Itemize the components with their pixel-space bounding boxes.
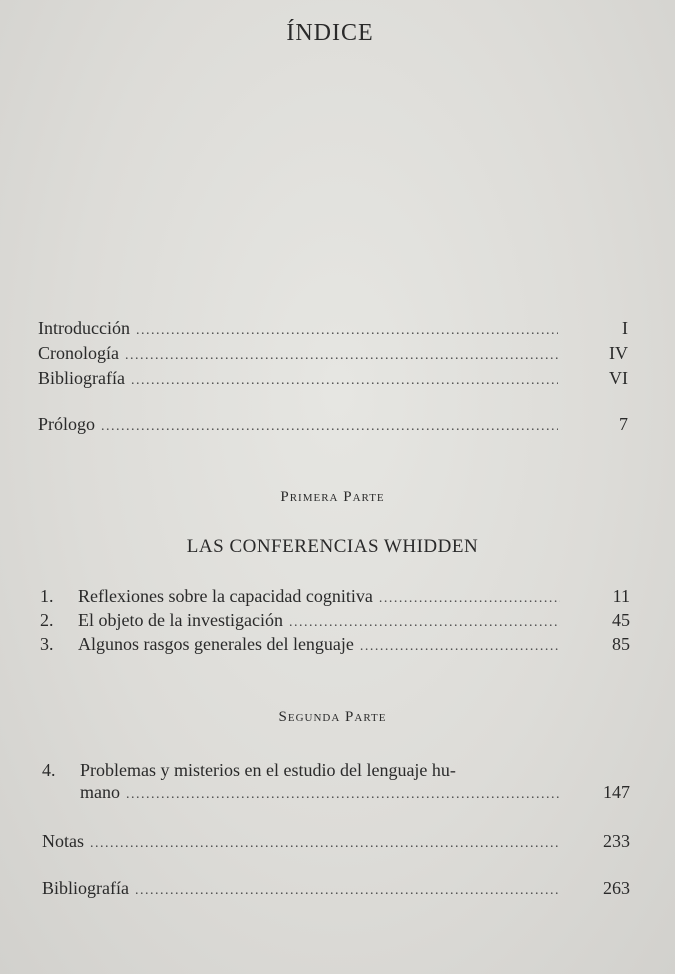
dot-leader: [135, 880, 560, 902]
toc-entry-label-continuation: mano: [80, 782, 120, 802]
chapter-number: 1.: [40, 586, 54, 606]
dot-leader: [360, 636, 560, 658]
toc-entry-chapter-4: [80, 781, 630, 806]
toc-entry-bibliografia-final: [42, 877, 630, 902]
part-label-primera: Primera Parte: [280, 489, 385, 505]
toc-entry-chapter-3: [40, 633, 630, 658]
toc-entry-label: Bibliografía: [42, 878, 129, 898]
dot-leader: [379, 588, 560, 610]
toc-entry-notas: [42, 830, 630, 855]
toc-entry-label: Prólogo: [38, 414, 96, 434]
toc-entry-label: Introducción: [38, 318, 130, 338]
dot-leader: [126, 784, 560, 806]
part-title-conferencias: LAS CONFERENCIAS WHIDDEN: [186, 536, 479, 557]
toc-entry-label: Cronología: [38, 343, 119, 363]
dot-leader: [125, 345, 558, 367]
chapter-number: 4.: [42, 760, 56, 780]
toc-entry-page: IV: [609, 343, 628, 363]
toc-entry-chapter-4-first-line: [42, 759, 456, 781]
toc-entry-page: 263: [603, 878, 630, 898]
page-title: ÍNDICE: [286, 20, 374, 46]
toc-entry-page: 233: [603, 831, 630, 851]
toc-entry-label: Bibliografía: [38, 368, 125, 388]
toc-entry-bibliografia: [38, 367, 628, 392]
toc-entry-page: 7: [619, 414, 628, 434]
toc-entry-label: Algunos rasgos generales del lenguaje: [78, 634, 354, 654]
toc-entry-label: El objeto de la investigación: [78, 610, 283, 630]
toc-entry-label: Reflexiones sobre la capacidad cognitiva: [78, 586, 373, 606]
toc-entry-page: 45: [612, 610, 630, 630]
dot-leader: [136, 320, 558, 342]
toc-entry-prologo: [38, 413, 628, 438]
dot-leader: [131, 370, 558, 392]
toc-entry-introduccion: [38, 317, 628, 342]
toc-entry-label: Notas: [42, 831, 84, 851]
dot-leader: [90, 833, 560, 855]
part-label-segunda: Segunda Parte: [278, 709, 387, 725]
toc-entry-label: Problemas y misterios en el estudio del lenguaje hu-: [80, 760, 456, 780]
toc-entry-cronologia: [38, 342, 628, 367]
toc-entry-page: I: [622, 318, 628, 338]
toc-entry-page: 11: [612, 586, 630, 606]
chapter-number: 3.: [40, 634, 54, 654]
dot-leader: [289, 612, 560, 634]
toc-entry-chapter-2: [40, 609, 630, 634]
toc-entry-chapter-1: [40, 585, 630, 610]
dot-leader: [101, 416, 558, 438]
toc-entry-page: VI: [609, 368, 628, 388]
toc-entry-page: 85: [612, 634, 630, 654]
chapter-number: 2.: [40, 610, 54, 630]
toc-entry-page: 147: [603, 782, 630, 802]
